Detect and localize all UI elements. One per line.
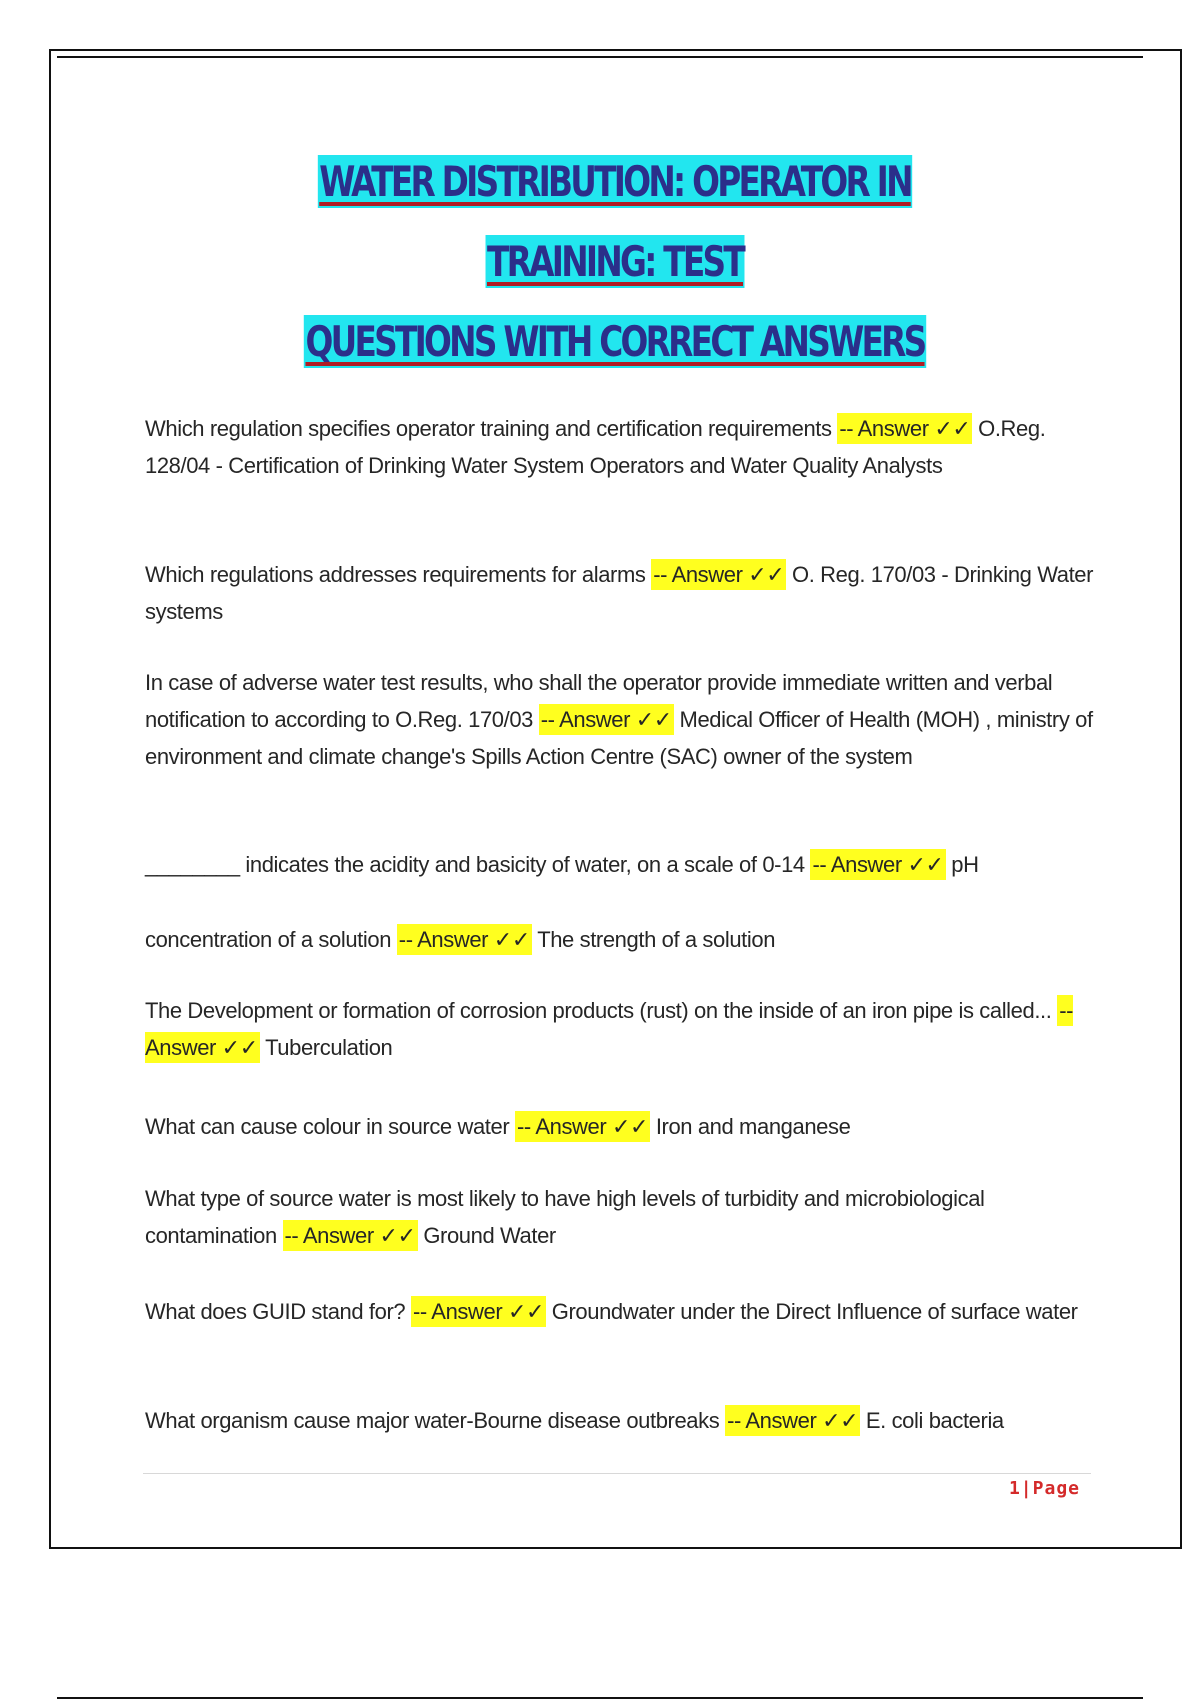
question-text: What type of source water is most likely to have high levels of turbidity and microbiological contamination: [145, 1186, 985, 1248]
qa-item: [145, 664, 1095, 775]
question-text: What can cause colour in source water: [145, 1114, 510, 1139]
title-line-1: WATER DISTRIBUTION: OPERATOR IN TRAINING: TEST: [319, 157, 911, 286]
qa-item: [145, 846, 1095, 883]
answer-text: Medical Officer of Health (MOH) , ministry of environment and climate change's Spills Action Centre (SAC) owner of the system: [145, 707, 1093, 769]
qa-item: [145, 1180, 1095, 1254]
answer-marker: -- Answer ✓✓: [651, 559, 786, 590]
answer-text: O.Reg. 128/04 - Certification of Drinking Water System Operators and Water Quality Analysts: [145, 416, 1046, 478]
question-text: What does GUID stand for?: [145, 1299, 406, 1324]
answer-text: E. coli bacteria: [865, 1408, 1004, 1433]
answer-text: The strength of a solution: [537, 927, 776, 952]
question-text: What organism cause major water-Bourne disease outbreaks: [145, 1408, 720, 1433]
qa-item: [145, 556, 1095, 630]
answer-marker: -- Answer ✓✓: [411, 1296, 546, 1327]
question-text: Which regulations addresses requirements for alarms: [145, 562, 646, 587]
top-rule: [57, 56, 1143, 58]
question-text: Which regulation specifies operator training and certification requirements: [145, 416, 832, 441]
answer-marker: -- Answer ✓✓: [515, 1111, 650, 1142]
bottom-rule: [57, 1697, 1143, 1699]
answer-marker: -- Answer ✓✓: [539, 704, 674, 735]
answer-marker: -- Answer ✓✓: [283, 1220, 418, 1251]
answer-text: Tuberculation: [265, 1035, 393, 1060]
question-text: concentration of a solution: [145, 927, 392, 952]
title-line-2: QUESTIONS WITH CORRECT ANSWERS: [305, 317, 925, 366]
answer-marker: -- Answer ✓✓: [397, 924, 532, 955]
qa-item: [145, 410, 1095, 484]
answer-text: Groundwater under the Direct Influence of surface water: [551, 1299, 1078, 1324]
question-text: The Development or formation of corrosion products (rust) on the inside of an iron pipe is called...: [145, 998, 1052, 1023]
answer-marker: -- Answer ✓✓: [810, 849, 945, 880]
answer-text: Iron and manganese: [655, 1114, 851, 1139]
qa-item: [145, 1402, 1095, 1439]
qa-item: [145, 1108, 1095, 1145]
answer-text: O. Reg. 170/03 - Drinking Water systems: [145, 562, 1094, 624]
answer-marker: -- Answer ✓✓: [725, 1405, 860, 1436]
answer-marker: -- Answer ✓✓: [145, 995, 1073, 1063]
answer-marker: -- Answer ✓✓: [837, 413, 972, 444]
question-text: ________ indicates the acidity and basicity of water, on a scale of 0-14: [145, 852, 805, 877]
qa-item: [145, 992, 1095, 1066]
question-text: In case of adverse water test results, who shall the operator provide immediate written and verbal notification to according to O.Reg. 170/03: [145, 670, 1053, 732]
footer-rule: [143, 1473, 1091, 1474]
page-title: [245, 142, 986, 382]
page-number: 1|Page: [1008, 1478, 1080, 1499]
answer-text: pH: [951, 852, 979, 877]
qa-item: [145, 921, 1095, 958]
answer-text: Ground Water: [423, 1223, 556, 1248]
qa-item: [145, 1293, 1095, 1330]
